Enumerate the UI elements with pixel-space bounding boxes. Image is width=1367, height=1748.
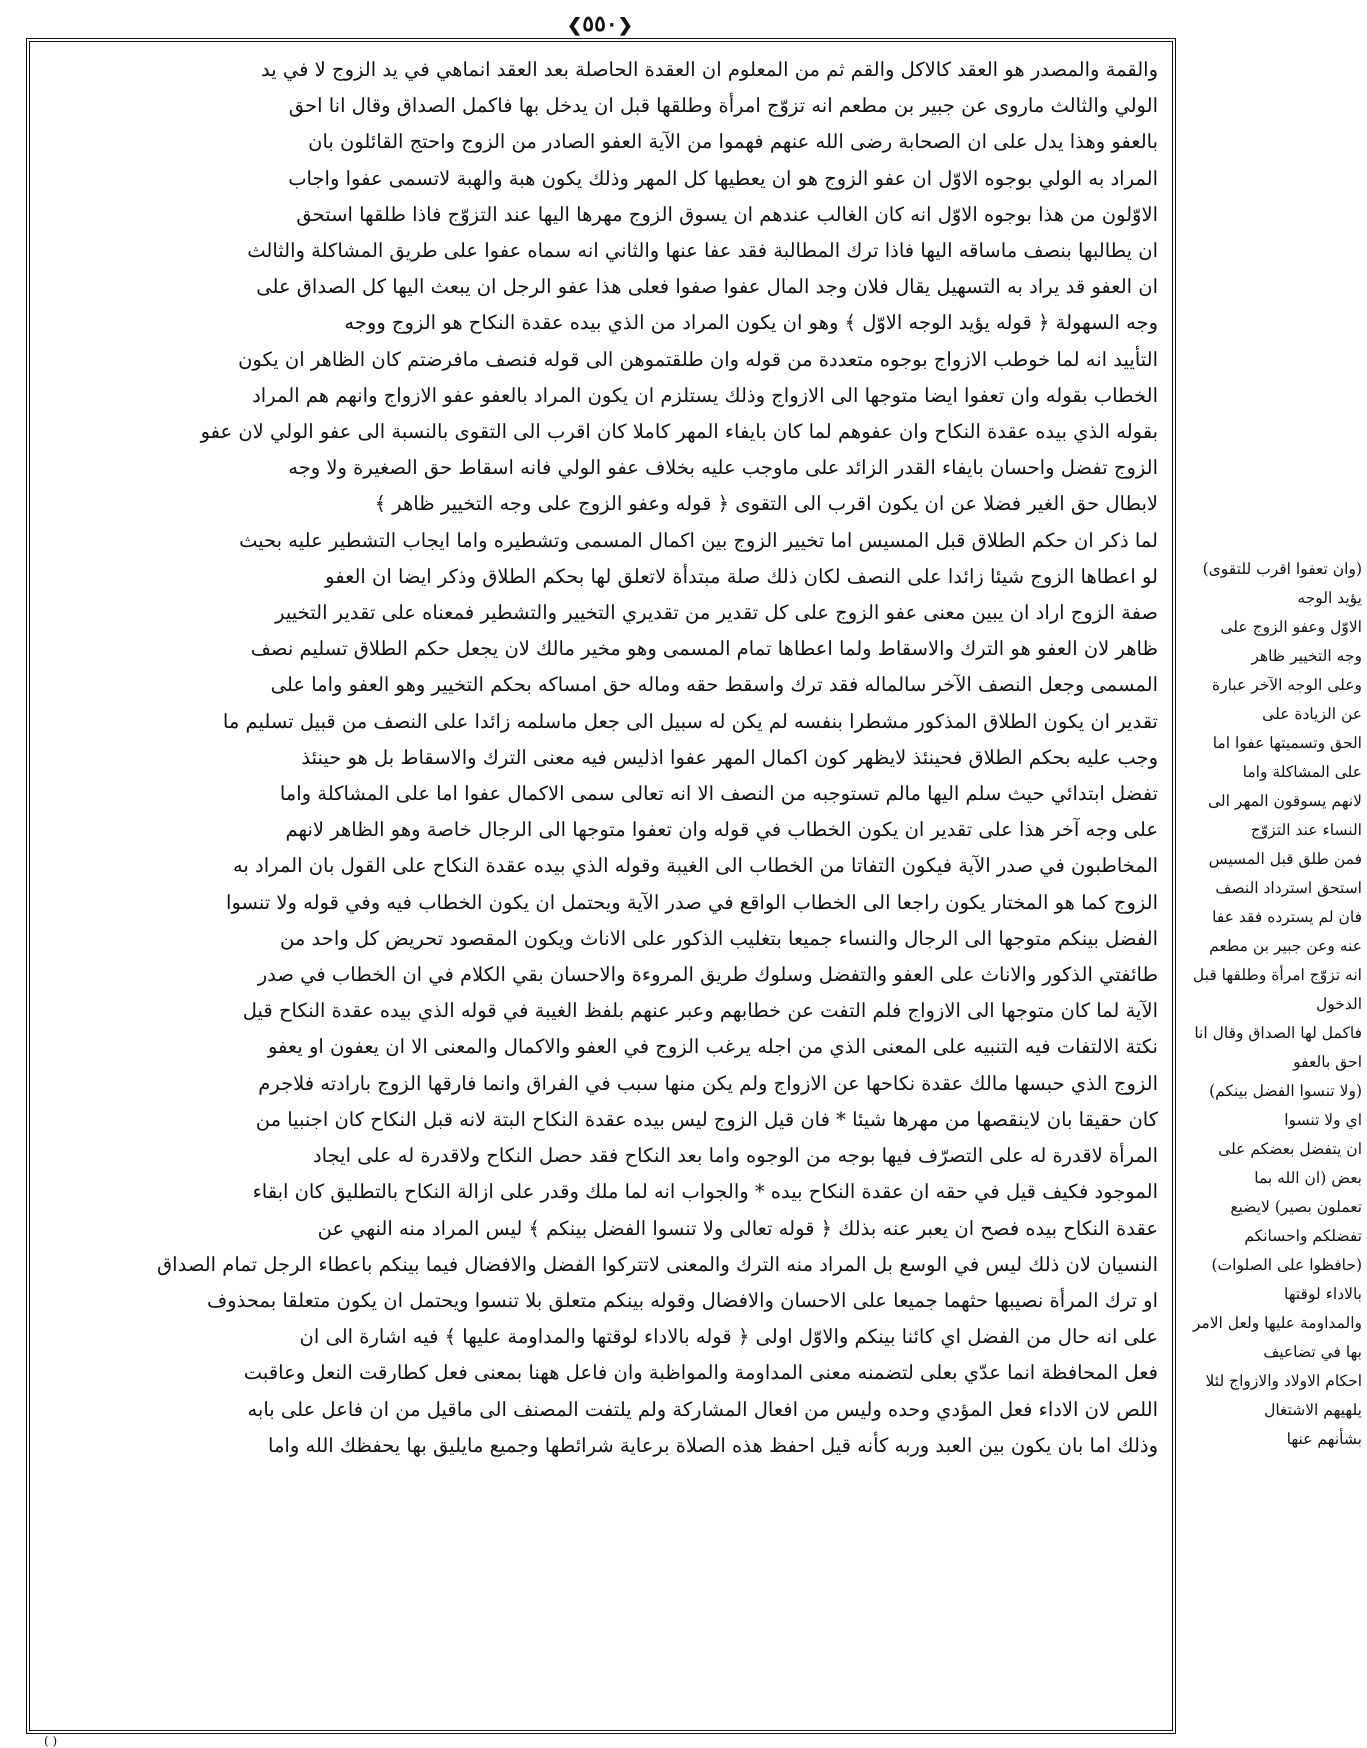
main-commentary-text: والقمة والمصدر هو العقد كالاكل والقم ثم من المعلوم ان العقدة الحاصلة بعد العقد انماهي في يد الزوج لا في يد الولي والثالث ماروى عن جبير بن مطعم انه تزوّج امرأة وطلقها قبل ان يدخل بها فاكمل الصداق وقال انا احق بالعفو وهذا يدل على ان الصحابة رضى الله عنهم فهموا من الآية العفو الصادر من الزوج واحتج القائلون بان المراد به الولي بوجوه الاوّل ان عفو الزوج هو ان يعطيها كل المهر وذلك يكون هبة والهبة لاتسمى عفوا واجاب الاوّلون من هذا بوجوه الاوّل انه كان الغالب عندهم ان يسوق الزوج مهرها اليها عند التزوّج فاذا طلقها استحق ان يطالبها بنصف ماساقه اليها فاذا ترك المطالبة فقد عفا عنها والثاني انه سماه عفوا على طريق المشاكلة والثالث ان العفو قد يراد به التسهيل يقال فلان وجد المال عفوا صفوا فعلى هذا عفو الرجل ان يبعث اليها كل الصداق على وجه السهولة ﴿ قوله يؤيد الوجه الاوّل ﴾ وهو ان يكون المراد من الذي بيده عقدة النكاح هو الزوج ووجه التأييد انه لما خوطب الازواج بوجوه متعددة من قوله وان طلقتموهن الى قوله فنصف مافرضتم كان الظاهر ان يكون الخطاب بقوله وان تعفوا ايضا متوجها الى الازواج وذلك يستلزم ان يكون المراد بالعفو عفو الازواج وانهم هم المراد بقوله الذي بيده عقدة النكاح وان عفوهم لما كان بايفاء المهر كاملا كان اقرب الى التقوى بالنسبة الى عفو الولي لان عفو الزوج تفضل واحسان بايفاء القدر الزائد على ماوجب عليه بخلاف عفو الولي فانه اسقاط حق الصغيرة ولا وجه لابطال حق الغير فضلا عن ان يكون اقرب الى التقوى ﴿ قوله وعفو الزوج على وجه التخيير ظاهر ﴾ لما ذكر ان حكم الطلاق قبل المسيس اما تخيير الزوج بين اكمال المسمى وتشطيره واما ايجاب التشطير عليه بحيث لو اعطاها الزوج شيئا زائدا على النصف لكان ذلك صلة مبتدأة لاتعلق لها بحكم الطلاق وذكر ايضا ان العفو صفة الزوج اراد ان يبين معنى عفو الزوج على كل تقدير من تقديري التخيير والتشطير فمعناه على تقدير التخيير ظاهر لان العفو هو الترك والاسقاط ولما اعطاها تمام المسمى وهو مخير مالك لان يجعل حكم الطلاق تسليم نصف المسمى وجعل النصف الآخر سالماله فقد ترك واسقط حقه وماله حق امساكه بحكم التخيير وهو العفو واما على تقدير ان يكون الطلاق المذكور مشطرا بنفسه لم يكن له سبيل الى جعل ماسلمه زائدا على النصف من قبيل تسليم ما وجب عليه بحكم الطلاق فحينئذ لايظهر كون اكمال المهر عفوا اذليس فيه معنى الترك والاسقاط بل هو حينئذ تفضل ابتدائي حيث سلم اليها مالم تستوجبه من النصف الا انه تعالى سمى الاكمال عفوا اما على المشاكلة واما على وجه آخر هذا على تقدير ان يكون الخطاب في قوله وان تعفوا متوجها الى الرجال خاصة وهو الظاهر لانهم المخاطبون في صدر الآية فيكون التفاتا من الخطاب الى الغيبة وقوله الذي بيده عقدة النكاح على القول بان المراد به الزوج كما هو المختار يكون راجعا الى الخطاب الواقع في صدر الآية ويحتمل ان يكون الخطاب فيه وفي قوله ولا تنسوا الفضل بينكم متوجها الى الرجال والنساء جميعا بتغليب الذكور على الاناث ويكون المقصود تحريض كل واحد من طائفتي الذكور والاناث على العفو والتفضل وسلوك طريق المروءة والاحسان بقي الكلام في ان الخطاب في صدر الآية لما كان متوجها الى الازواج فلم التفت عن خطابهم وعبر عنهم بلفظ الغيبة في قوله الذي بيده عقدة النكاح قيل نكتة الالتفات فيه التنبيه على المعنى الذي من اجله يرغب الزوج في العفو والاكمال والمعنى الا ان يعفون او يعفو الزوج الذي حبسها مالك عقدة نكاحها عن الازواج ولم يكن منها سبب في الفراق وانما فارقها الزوج بارادته فلاجرم كان حقيقا بان لاينقصها من مهرها شيئا * فان قيل الزوج ليس بيده عقدة النكاح البتة لانه قبل النكاح كان اجنبيا من المرأة لاقدرة له على التصرّف فيها بوجه من الوجوه واما بعد النكاح فقد حصل النكاح ولاقدرة له على ايجاد الموجود فكيف قيل في حقه ان عقدة النكاح بيده * والجواب انه لما ملك وقدر على ازالة النكاح بالتطليق كان ابقاء عقدة النكاح بيده فصح ان يعبر عنه بذلك ﴿ قوله تعالى ولا تنسوا الفضل بينكم ﴾ ليس المراد منه النهي عن النسيان لان ذلك ليس في الوسع بل المراد منه الترك والمعنى لاتتركوا الفضل والافضال فيما بينكم باعطاء الرجل تمام الصداق او ترك المرأة نصيبها حثهما جميعا على الاحسان والافضال وقوله بينكم متعلق بلا تنسوا ويحتمل ان يكون متعلقا بمحذوف على انه حال من الفضل اي كائنا بينكم والاوّل اولى ﴿ قوله بالاداء لوقتها والمداومة عليها ﴾ فيه اشارة الى ان فعل المحافظة انما عدّي بعلى لتضمنه معنى المداومة والمواظبة وان فاعل ههنا بمعنى فعل كطارقت النعل وعاقبت اللص لان الاداء فعل المؤدي وحده وليس من افعال المشاركة ولم يلتفت المصنف الى ماقيل من ان فاعل على بابه وذلك اما بان يكون بين العبد وربه كأنه قيل احفظ هذه الصلاة برعاية شرائطها وجميع مايليق بها يحفظك الله واما xyxy=(157,58,1158,1457)
right-ornament-icon: ❯ xyxy=(617,15,633,36)
page-number-value: ٥٥٠ xyxy=(582,11,618,37)
page-number xyxy=(540,6,660,42)
side-column-text: (وان تعفوا اقرب للتقوى) يؤيد الوجه الاوّل وعفو الزوج على وجه التخيير ظاهر وعلى الوجه الآخر عبارة عن الزيادة على الحق وتسميتها عفوا اما على المشاكلة واما لانهم يسوقون المهر الى النساء عند التزوّج فمن طلق قبل المسيس استحق استرداد النصف فان لم يسترده فقد عفا عنه وعن جبير بن مطعم انه تزوّج امرأة وطلقها قبل الدخول فاكمل لها الصداق وقال انا احق بالعفو (ولا تنسوا الفضل بينكم) اي ولا تنسوا ان يتفضل بعضكم على بعض (ان الله بما تعملون بصير) لايضيع تفضلكم واحسانكم (حافظوا على الصلوات) بالاداء لوقتها والمداومة عليها ولعل الامر بها في تضاعيف احكام الاولاد والازواج لئلا يلهيهم الاشتغال بشأنهم عنها xyxy=(1192,560,1362,1448)
left-ornament-icon: ❮ xyxy=(567,15,583,36)
footer-mark: ( ) xyxy=(44,1734,58,1748)
main-text-frame xyxy=(26,38,1176,1734)
